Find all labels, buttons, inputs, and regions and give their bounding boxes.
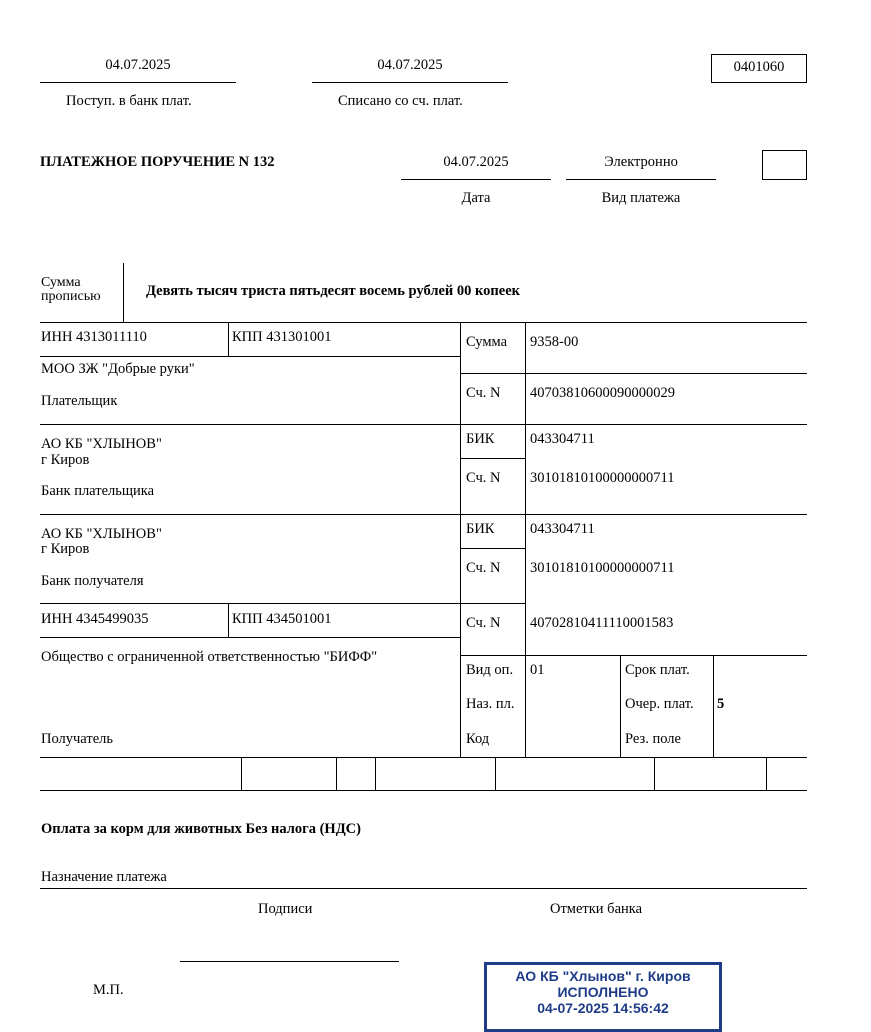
signatures-label: Подписи	[258, 901, 313, 917]
order-date-label: Дата	[461, 190, 491, 206]
debited-date: 04.07.2025	[377, 57, 443, 73]
grid-line	[460, 655, 807, 656]
priority-label: Очер. плат.	[625, 696, 694, 712]
purpose-label: Назначение платежа	[41, 869, 167, 885]
payer-label: Плательщик	[41, 393, 118, 409]
order-title: ПЛАТЕЖНОЕ ПОРУЧЕНИЕ N 132	[40, 154, 275, 170]
grid-line	[460, 322, 461, 757]
payer-account-label: Сч. N	[466, 385, 501, 401]
grid-line	[40, 637, 461, 638]
grid-line	[336, 757, 337, 791]
priority-value: 5	[717, 696, 725, 712]
purpose-text: Оплата за корм для животных Без налога (НДС)	[41, 821, 361, 837]
payer-kpp: КПП 431301001	[232, 329, 332, 345]
grid-line	[241, 757, 242, 791]
payment-type-label: Вид платежа	[601, 190, 681, 206]
payer-bank-account: 30101810100000000711	[530, 470, 675, 486]
recipient-name: Общество с ограниченной ответственностью "БИФФ"	[41, 649, 378, 665]
debited-date-line	[312, 82, 508, 83]
grid-line	[713, 655, 714, 757]
grid-line	[40, 603, 525, 604]
payer-bank-bik: 043304711	[530, 431, 595, 447]
grid-line	[654, 757, 655, 791]
grid-line	[460, 458, 526, 459]
stamp-bank-line: АО КБ "Хлынов" г. Киров	[515, 968, 691, 984]
grid-line	[620, 655, 621, 757]
received-label: Поступ. в банк плат.	[66, 93, 192, 109]
grid-line	[228, 603, 229, 638]
amount-words-label-line1: Сумма	[41, 275, 81, 290]
stamp-status-line: ИСПОЛНЕНО	[557, 984, 649, 1000]
grid-line	[525, 322, 526, 757]
grid-line	[375, 757, 376, 791]
amount-words-divider	[123, 263, 124, 322]
grid-line	[40, 424, 807, 425]
amount-words-label	[41, 276, 101, 304]
received-date: 04.07.2025	[105, 57, 171, 73]
grid-line	[40, 514, 807, 515]
grid-line	[460, 548, 526, 549]
recipient-bank-bik: 043304711	[530, 521, 595, 537]
recipient-bank-label: Банк получателя	[41, 573, 144, 589]
grid-line	[460, 373, 807, 374]
sum-value: 9358-00	[530, 334, 579, 350]
payer-bank-label: Банк плательщика	[41, 483, 155, 499]
grid-line	[228, 322, 229, 357]
bank-executed-stamp	[484, 962, 722, 1032]
purpose-code-label: Наз. пл.	[466, 696, 515, 712]
stamp-datetime-line: 04-07-2025 14:56:42	[537, 1000, 669, 1016]
due-label: Срок плат.	[625, 662, 690, 678]
grid-line	[766, 757, 767, 791]
payer-bank-account-label: Сч. N	[466, 470, 501, 486]
purpose-line	[40, 888, 807, 889]
payer-inn: ИНН 4313011110	[41, 329, 147, 345]
op-type: 01	[530, 662, 545, 678]
recipient-label: Получатель	[41, 731, 113, 747]
recipient-account: 40702810411110001583	[530, 615, 674, 631]
form-code: 0401060	[711, 54, 807, 83]
payer-bank-name: АО КБ "ХЛЫНОВ"	[41, 436, 162, 452]
recipient-account-label: Сч. N	[466, 615, 501, 631]
sum-label: Сумма	[466, 334, 508, 350]
payer-status-box	[762, 150, 807, 180]
payer-bank-city: г Киров	[41, 452, 90, 468]
amount-words-label-line2: прописью	[41, 289, 101, 304]
signature-line	[180, 961, 399, 962]
recipient-bank-name: АО КБ "ХЛЫНОВ"	[41, 526, 162, 542]
bank-marks-label: Отметки банка	[550, 901, 643, 917]
payer-name: МОО ЗЖ "Добрые руки"	[41, 361, 195, 377]
recipient-bank-account: 30101810100000000711	[530, 560, 675, 576]
payer-bank-bik-label: БИК	[466, 431, 495, 447]
recipient-kpp: КПП 434501001	[232, 611, 332, 627]
received-date-line	[40, 82, 236, 83]
op-type-label: Вид оп.	[466, 662, 514, 678]
grid-line	[495, 757, 496, 791]
payment-type-line	[566, 179, 716, 180]
recipient-inn: ИНН 4345499035	[41, 611, 149, 627]
recipient-bank-account-label: Сч. N	[466, 560, 501, 576]
seal-label: М.П.	[93, 982, 124, 998]
grid-line	[40, 757, 807, 758]
order-date-line	[401, 179, 551, 180]
recipient-bank-bik-label: БИК	[466, 521, 495, 537]
payment-type: Электронно	[604, 154, 678, 170]
code-label: Код	[466, 731, 490, 747]
grid-line	[40, 790, 807, 791]
amount-words-text: Девять тысяч триста пятьдесят восемь рублей 00 копеек	[146, 283, 520, 299]
order-date: 04.07.2025	[443, 154, 509, 170]
reserve-label: Рез. поле	[625, 731, 681, 747]
debited-label: Списано со сч. плат.	[338, 93, 463, 109]
grid-line	[40, 322, 807, 323]
recipient-bank-city: г Киров	[41, 541, 90, 557]
payer-account: 40703810600090000029	[530, 385, 675, 401]
grid-line	[40, 356, 461, 357]
